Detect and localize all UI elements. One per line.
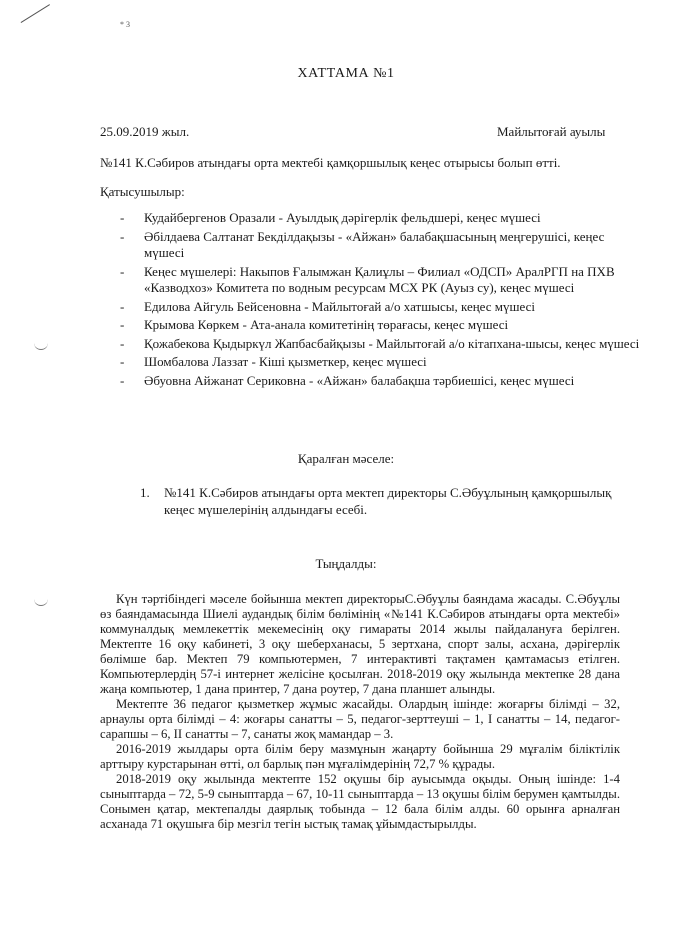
scan-mark — [21, 4, 58, 35]
document-date: 25.09.2019 жыл. — [100, 124, 190, 139]
document-place: Майлытоғай ауылы — [497, 124, 606, 139]
participants-label: Қатысушылыр: — [100, 184, 185, 199]
agenda-item — [140, 484, 620, 518]
participant-item: - Кеңес мүшелері: Накыпов Ғалымжан Қалиұлы – Филиал «ОДСП» АралРГП на ПХВ «Казводхоз» Комитета по водным ресурсам МСХ РК (Ауыз су), кеңес мүшесі — [120, 264, 640, 297]
participant-item: - Қожабекова Қыдыркүл Жапбасбайқызы - Майлытоғай а/о кітапхана-шысы, кеңес мүшесі — [120, 336, 640, 353]
participant-item: - Едилова Айгуль Бейсеновна - Майлытоғай а/о хатшысы, кеңес мүшесі — [120, 299, 640, 316]
heard-paragraph: Мектепте 36 педагог қызметкер жұмыс жасайды. Олардың ішінде: жоғарғы білімді – 32, арнаулы орта білімді – 4: жоғары санатты – 5, педагог-зерттеуші – 1, I санатты – 14, педагог-сарапшы – 6, II санатты – 7, санаты жоқ мамандар – 3. — [100, 697, 620, 741]
participant-item: - Кудайбергенов Оразали - Ауылдық дәрігерлік фельдшері, кеңес мүшесі — [120, 210, 640, 227]
participant-item: - Әбуовна Айжанат Сериковна - «Айжан» балабақша тәрбиешісі, кеңес мүшесі — [120, 373, 640, 390]
agenda-heading: Қаралған мәселе: — [297, 451, 395, 466]
participant-item: - Шомбалова Лаззат - Кіші қызметкер, кеңес мүшесі — [120, 354, 640, 371]
punch-hole-mark — [34, 598, 48, 606]
meeting-intro: №141 К.Сәбиров атындағы орта мектебі қамқоршылық кеңес отырысы болып өтті. — [100, 155, 561, 170]
heard-paragraph: Күн тәртібіндегі мәселе бойынша мектеп директорыС.Әбуұлы баяндама жасады. С.Әбуұлы өз баяндамасында Шиелі аудандық білім бөлімінің «№141 К.Сәбиров атындағы орта мектебі» коммуналдық мемлекеттік мекемесінің оқу гимараты 2014 жылы пайдалануға берілген. Мектепте 16 оқу кабинеті, 3 оқу шеберханасы, 5 зертхана, спорт залы, асхана, дәрігерлік бөлімше бар. Мектеп 79 компьютермен, 7 интерактивті тақтамен қамтамасыз етілген. Компьютерлердің 57-і интернет желісіне қосылған. 2018-2019 оқу жылында мектепке 28 дана жаңа компьютер, 1 дана принтер, 7 дана роутер, 7 дана планшет алынды. — [100, 592, 620, 696]
participant-item: - Крымова Көркем - Ата-анала комитетінің төрағасы, кеңес мүшесі — [120, 317, 640, 334]
agenda-item-text: №141 К.Сәбиров атындағы орта мектеп директоры С.Әбуұлының қамқоршылық кеңес мүшелерінің алдындағы есебі. — [164, 485, 612, 517]
heard-paragraph: 2018-2019 оқу жылында мектепте 152 оқушы бір ауысымда оқыды. Оның ішінде: 1-4 сыныптарда – 72, 5-9 сыныптарда – 67, 10-11 сыныптарда – 13 оқушы білім берумен қамтылды. Сонымен қатар, мектепалды даярлық тобында – 12 бала білім алды. 60 орынға арналған асханада 71 оқушыға бір мезгіл тегін ыстық тамақ ұйымдастырылды. — [100, 772, 620, 831]
punch-hole-mark — [34, 342, 48, 350]
heard-heading: Тыңдалды: — [315, 556, 377, 571]
agenda-item-number: 1. — [140, 485, 150, 500]
corner-mark: * 3 — [120, 20, 130, 29]
document-title: ХАТТАМА №1 — [297, 66, 395, 81]
heard-body — [100, 592, 620, 832]
participant-item: - Әбілдаева Салтанат Бекділдақызы - «Айжан» балабақшасының меңгерушісі, кеңес мүшесі — [120, 229, 640, 262]
participants-list — [120, 210, 640, 391]
heard-paragraph: 2016-2019 жылдары орта білім беру мазмұнын жаңарту бойынша 29 мұғалім біліктілік арттыру курстарынан өтті, ол барлық пән мұғалімдерінің 72,7 % құрады. — [100, 742, 620, 771]
